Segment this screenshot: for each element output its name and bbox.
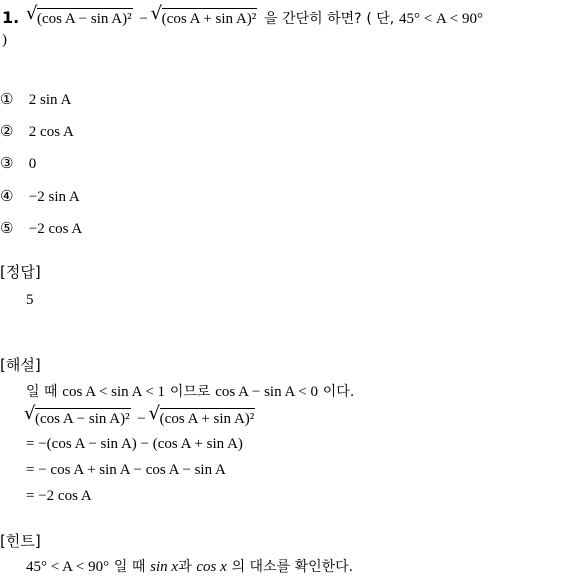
- answer-heading-text: [정답]: [0, 263, 41, 281]
- expl-1b: cos A < sin A < 1: [62, 384, 166, 400]
- explanation-line-1: [26, 382, 354, 401]
- choice-text-3: 0: [28, 156, 37, 172]
- expl-minus: −: [137, 411, 146, 427]
- explanation-line-3: [26, 434, 243, 453]
- hint-expr-3: cos x: [196, 559, 227, 575]
- expl-4: = − cos A + sin A − cos A − sin A: [26, 462, 226, 478]
- condition-open: ( 단,: [366, 11, 395, 27]
- explanation-line-5: [26, 486, 92, 505]
- hint-expr-2: sin x: [150, 559, 179, 575]
- choice-mark-5: ⑤: [0, 219, 14, 237]
- radicand-2: (cos A + sin A)²: [162, 8, 258, 28]
- question-line: [2, 8, 483, 28]
- expl-sqrt-2: [151, 408, 256, 428]
- choice-3[interactable]: [0, 154, 36, 173]
- hint-heading-text: [힌트]: [0, 532, 41, 550]
- hint-heading: [0, 532, 41, 550]
- question-number: 1.: [2, 8, 20, 27]
- condition-close-line: [2, 30, 7, 49]
- sqrt-term-1: [28, 8, 133, 28]
- expl-1e: 이다.: [322, 384, 355, 400]
- condition-expr: 45° < A < 90°: [399, 11, 483, 27]
- choice-mark-4: ④: [0, 187, 14, 205]
- answer-heading: [0, 263, 41, 281]
- radicand-1: (cos A − sin A)²: [37, 8, 133, 28]
- condition-close: ): [2, 32, 7, 48]
- choice-mark-2: ②: [0, 122, 14, 140]
- explanation-heading: [0, 356, 41, 374]
- expl-radicand-1: (cos A − sin A)²: [35, 408, 131, 428]
- expl-3: = −(cos A − sin A) − (cos A + sin A): [26, 436, 243, 452]
- expl-radicand-2: (cos A + sin A)²: [160, 408, 256, 428]
- choice-mark-1: ①: [0, 90, 14, 108]
- choice-mark-3: ③: [0, 154, 14, 172]
- hint-expr-1: 45° < A < 90°: [26, 559, 110, 575]
- choice-text-4: −2 sin A: [28, 189, 80, 205]
- hint-text-3: 의 대소를 확인한다.: [231, 559, 354, 575]
- hint-text-2: 과: [178, 559, 192, 575]
- expl-5: = −2 cos A: [26, 488, 92, 504]
- choice-4[interactable]: [0, 187, 80, 206]
- answer-value-line: [26, 290, 34, 309]
- choice-text-5: −2 cos A: [28, 221, 83, 237]
- answer-value: 5: [26, 292, 34, 308]
- hint-text-1: 일 때: [113, 559, 146, 575]
- hint-line: [26, 557, 353, 576]
- choice-2[interactable]: [0, 122, 74, 141]
- explanation-line-2: [26, 408, 257, 428]
- choice-5[interactable]: [0, 219, 82, 238]
- choice-text-2: 2 cos A: [28, 124, 74, 140]
- choice-text-1: 2 sin A: [28, 92, 72, 108]
- question-prompt: 을 간단히 하면?: [264, 11, 362, 27]
- expl-1a: 일 때: [26, 384, 58, 400]
- explanation-line-4: [26, 460, 226, 479]
- explanation-heading-text: [해설]: [0, 356, 41, 374]
- expl-1c: 이므로: [169, 384, 211, 400]
- expl-sqrt-1: [26, 408, 131, 428]
- choice-1[interactable]: [0, 90, 71, 109]
- sqrt-term-2: [153, 8, 258, 28]
- minus-sign: −: [139, 11, 148, 27]
- expl-1d: cos A − sin A < 0: [215, 384, 318, 400]
